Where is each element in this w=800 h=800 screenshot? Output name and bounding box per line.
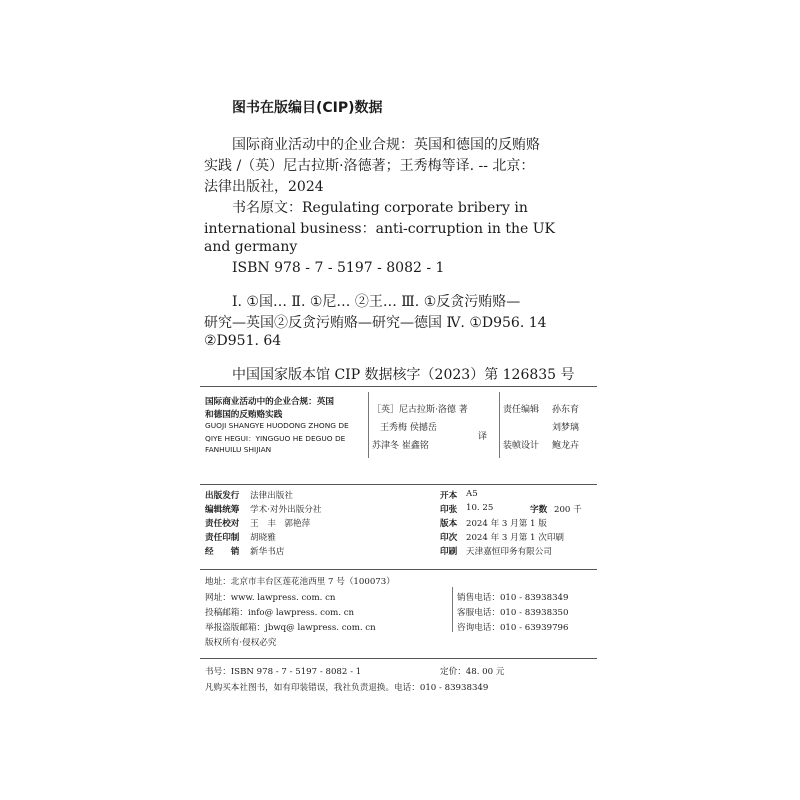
contact-address: 地址：北京市丰台区莲花池西里 7 号（100073） <box>205 577 395 587</box>
book-title-zh-2: 和德国的反贿赂实践 <box>205 410 283 420</box>
pub-value-edition: 2024 年 3 月第 1 版 <box>466 519 547 529</box>
pub-label-coordinator: 编辑统筹 <box>205 505 240 515</box>
title-box-divider-1 <box>368 392 369 458</box>
cip-isbn: ISBN 978 - 7 - 5197 - 8082 - 1 <box>232 260 445 276</box>
translate-mark: 译 <box>478 432 488 442</box>
designer-label: 装帧设计 <box>503 441 540 451</box>
cip-class-3: ②D951. 64 <box>204 333 282 349</box>
pub-value-distributor: 新华书店 <box>250 547 285 557</box>
contact-divider <box>452 587 453 632</box>
pub-value-printing-supervisor: 胡晓雅 <box>250 533 276 543</box>
contact-rights: 版权所有·侵权必究 <box>205 638 277 648</box>
editor-label: 责任编辑 <box>503 405 540 415</box>
cip-title: 图书在版编目(CIP)数据 <box>232 100 383 116</box>
pub-label-format: 开本 <box>440 491 458 501</box>
editor-1: 孙东育 <box>552 405 580 415</box>
editor-2: 刘梦璃 <box>552 423 580 433</box>
pub-value-printer: 天津嘉恒印务有限公司 <box>466 547 552 557</box>
pub-label-publisher: 出版发行 <box>205 491 240 501</box>
pub-value-publisher: 法律出版社 <box>250 491 293 501</box>
pub-label-printer: 印刷 <box>440 547 458 557</box>
contact-consult-phone: 咨询电话：010 - 63939796 <box>457 623 569 633</box>
pub-label-edition: 版本 <box>440 519 458 529</box>
title-box-divider-2 <box>499 392 500 458</box>
cip-line-4: 书名原文：Regulating corporate bribery in <box>232 200 528 216</box>
cip-line-1: 国际商业活动中的企业合规：英国和德国的反贿赂 <box>232 137 540 153</box>
pub-label-proofreader: 责任校对 <box>205 519 240 529</box>
pub-label-printing-supervisor: 责任印制 <box>205 533 240 543</box>
pub-value-coordinator: 学术·对外出版分社 <box>250 505 322 515</box>
contact-top-rule <box>200 569 597 570</box>
footer-isbn: 书号：ISBN 978 - 7 - 5197 - 8082 - 1 <box>205 667 362 677</box>
book-title-pinyin-3: FANHUILU SHIJIAN <box>205 445 272 454</box>
book-title-pinyin-2: QIYE HEGUI：YINGGUO HE DEGUO DE <box>205 434 346 443</box>
author: ［英］尼古拉斯·洛德 著 <box>372 405 468 415</box>
book-title-pinyin-1: GUOJI SHANGYE HUODONG ZHONG DE <box>205 421 349 430</box>
contact-piracy-email: 举报盗版邮箱：jbwq@ lawpress. com. cn <box>205 623 376 633</box>
contact-website: 网址：www. lawpress. com. cn <box>205 593 336 603</box>
pub-value-format: A5 <box>466 489 478 499</box>
pub-value-impression: 2024 年 3 月第 1 次印刷 <box>466 533 565 543</box>
pub-value-proofreader: 王 丰 郭艳萍 <box>250 519 311 529</box>
cip-line-2: 实践 /（英）尼古拉斯·洛德著；王秀梅等译. -- 北京： <box>204 158 535 174</box>
cip-verification: 中国国家版本馆 CIP 数据核字（2023）第 126835 号 <box>232 367 575 383</box>
cip-line-3: 法律出版社，2024 <box>204 179 324 195</box>
pub-label-word-count: 字数 <box>530 505 548 515</box>
cip-class-2: 研究—英国②反贪污贿赂—研究—德国 Ⅳ. ①D956. 14 <box>204 315 547 331</box>
cip-line-5: international business：anti-corruption in the UK <box>204 221 556 237</box>
pub-label-impression: 印次 <box>440 533 458 543</box>
designer: 鲍龙卉 <box>552 441 580 451</box>
translators-row-1: 王秀梅 侯撼岳 <box>380 423 437 433</box>
translators-row-2: 苏津冬 崔鑫铭 <box>372 441 429 451</box>
contact-service-phone: 客服电话：010 - 83938350 <box>457 608 569 618</box>
footer-notice: 凡购买本社图书，如有印装错误，我社负责退换。电话：010 - 83938349 <box>205 683 489 693</box>
contact-sales-phone: 销售电话：010 - 83938349 <box>457 593 569 603</box>
pub-label-sheets: 印张 <box>440 505 458 515</box>
cip-line-6: and germany <box>204 239 298 255</box>
book-title-zh-1: 国际商业活动中的企业合规：英国 <box>205 397 334 407</box>
cip-class-1: Ⅰ. ①国… Ⅱ. ①尼… ②王… Ⅲ. ①反贪污贿赂— <box>232 294 521 310</box>
footer-price: 定价：48. 00 元 <box>440 667 505 677</box>
footer-top-rule <box>200 658 597 659</box>
contact-submission-email: 投稿邮箱：info@ lawpress. com. cn <box>205 608 355 618</box>
pub-info-top-rule <box>200 484 597 485</box>
title-box-top-rule <box>200 386 597 387</box>
pub-label-distributor: 经 销 <box>205 547 240 557</box>
pub-value-sheets: 10. 25 <box>466 503 494 513</box>
pub-value-word-count: 200 千 <box>554 505 582 515</box>
